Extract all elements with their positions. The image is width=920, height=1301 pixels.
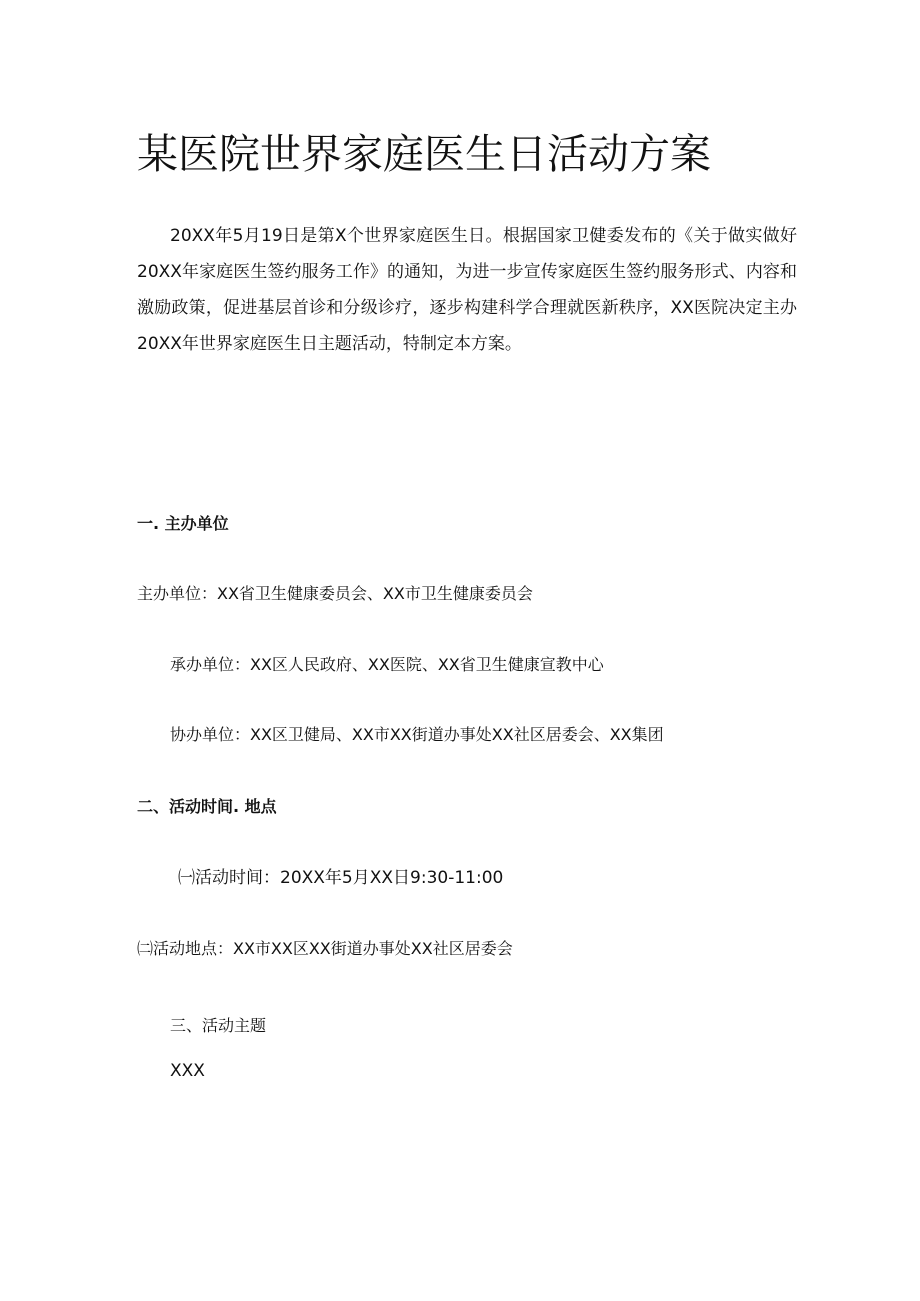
event-time-line: ㈠活动时间：20XX年5月XX日9:30-11:00	[178, 868, 504, 888]
organizer-unit-line: 承办单位：XX区人民政府、XX医院、XX省卫生健康宣教中心	[170, 655, 604, 674]
event-theme-value: XXX	[170, 1061, 205, 1081]
intro-paragraph: 20XX年5月19日是第X个世界家庭医生日。根据国家卫健委发布的《关于做实做好20XX年家庭医生签约服务工作》的通知，为进一步宣传家庭医生签约服务形式、内容和激励政策，促进基层首诊和分级诊疗，逐步构建科学合理就医新秩序，XX医院决定主办20XX年世界家庭医生日主题活动，特制定本方案。	[137, 226, 797, 354]
co-organizer-unit-line: 协办单位：XX区卫健局、XX市XX街道办事处XX社区居委会、XX集团	[170, 725, 664, 744]
section-heading-host-units: 一. 主办单位	[137, 514, 229, 533]
document-title: 某医院世界家庭医生日活动方案	[137, 130, 711, 178]
section-heading-theme: 三、活动主题	[170, 1016, 267, 1035]
event-place-line: ㈡活动地点：XX市XX区XX街道办事处XX社区居委会	[137, 939, 513, 958]
host-unit-line: 主办单位：XX省卫生健康委员会、XX市卫生健康委员会	[137, 584, 533, 603]
section-heading-time-place: 二、活动时间. 地点	[137, 797, 277, 816]
